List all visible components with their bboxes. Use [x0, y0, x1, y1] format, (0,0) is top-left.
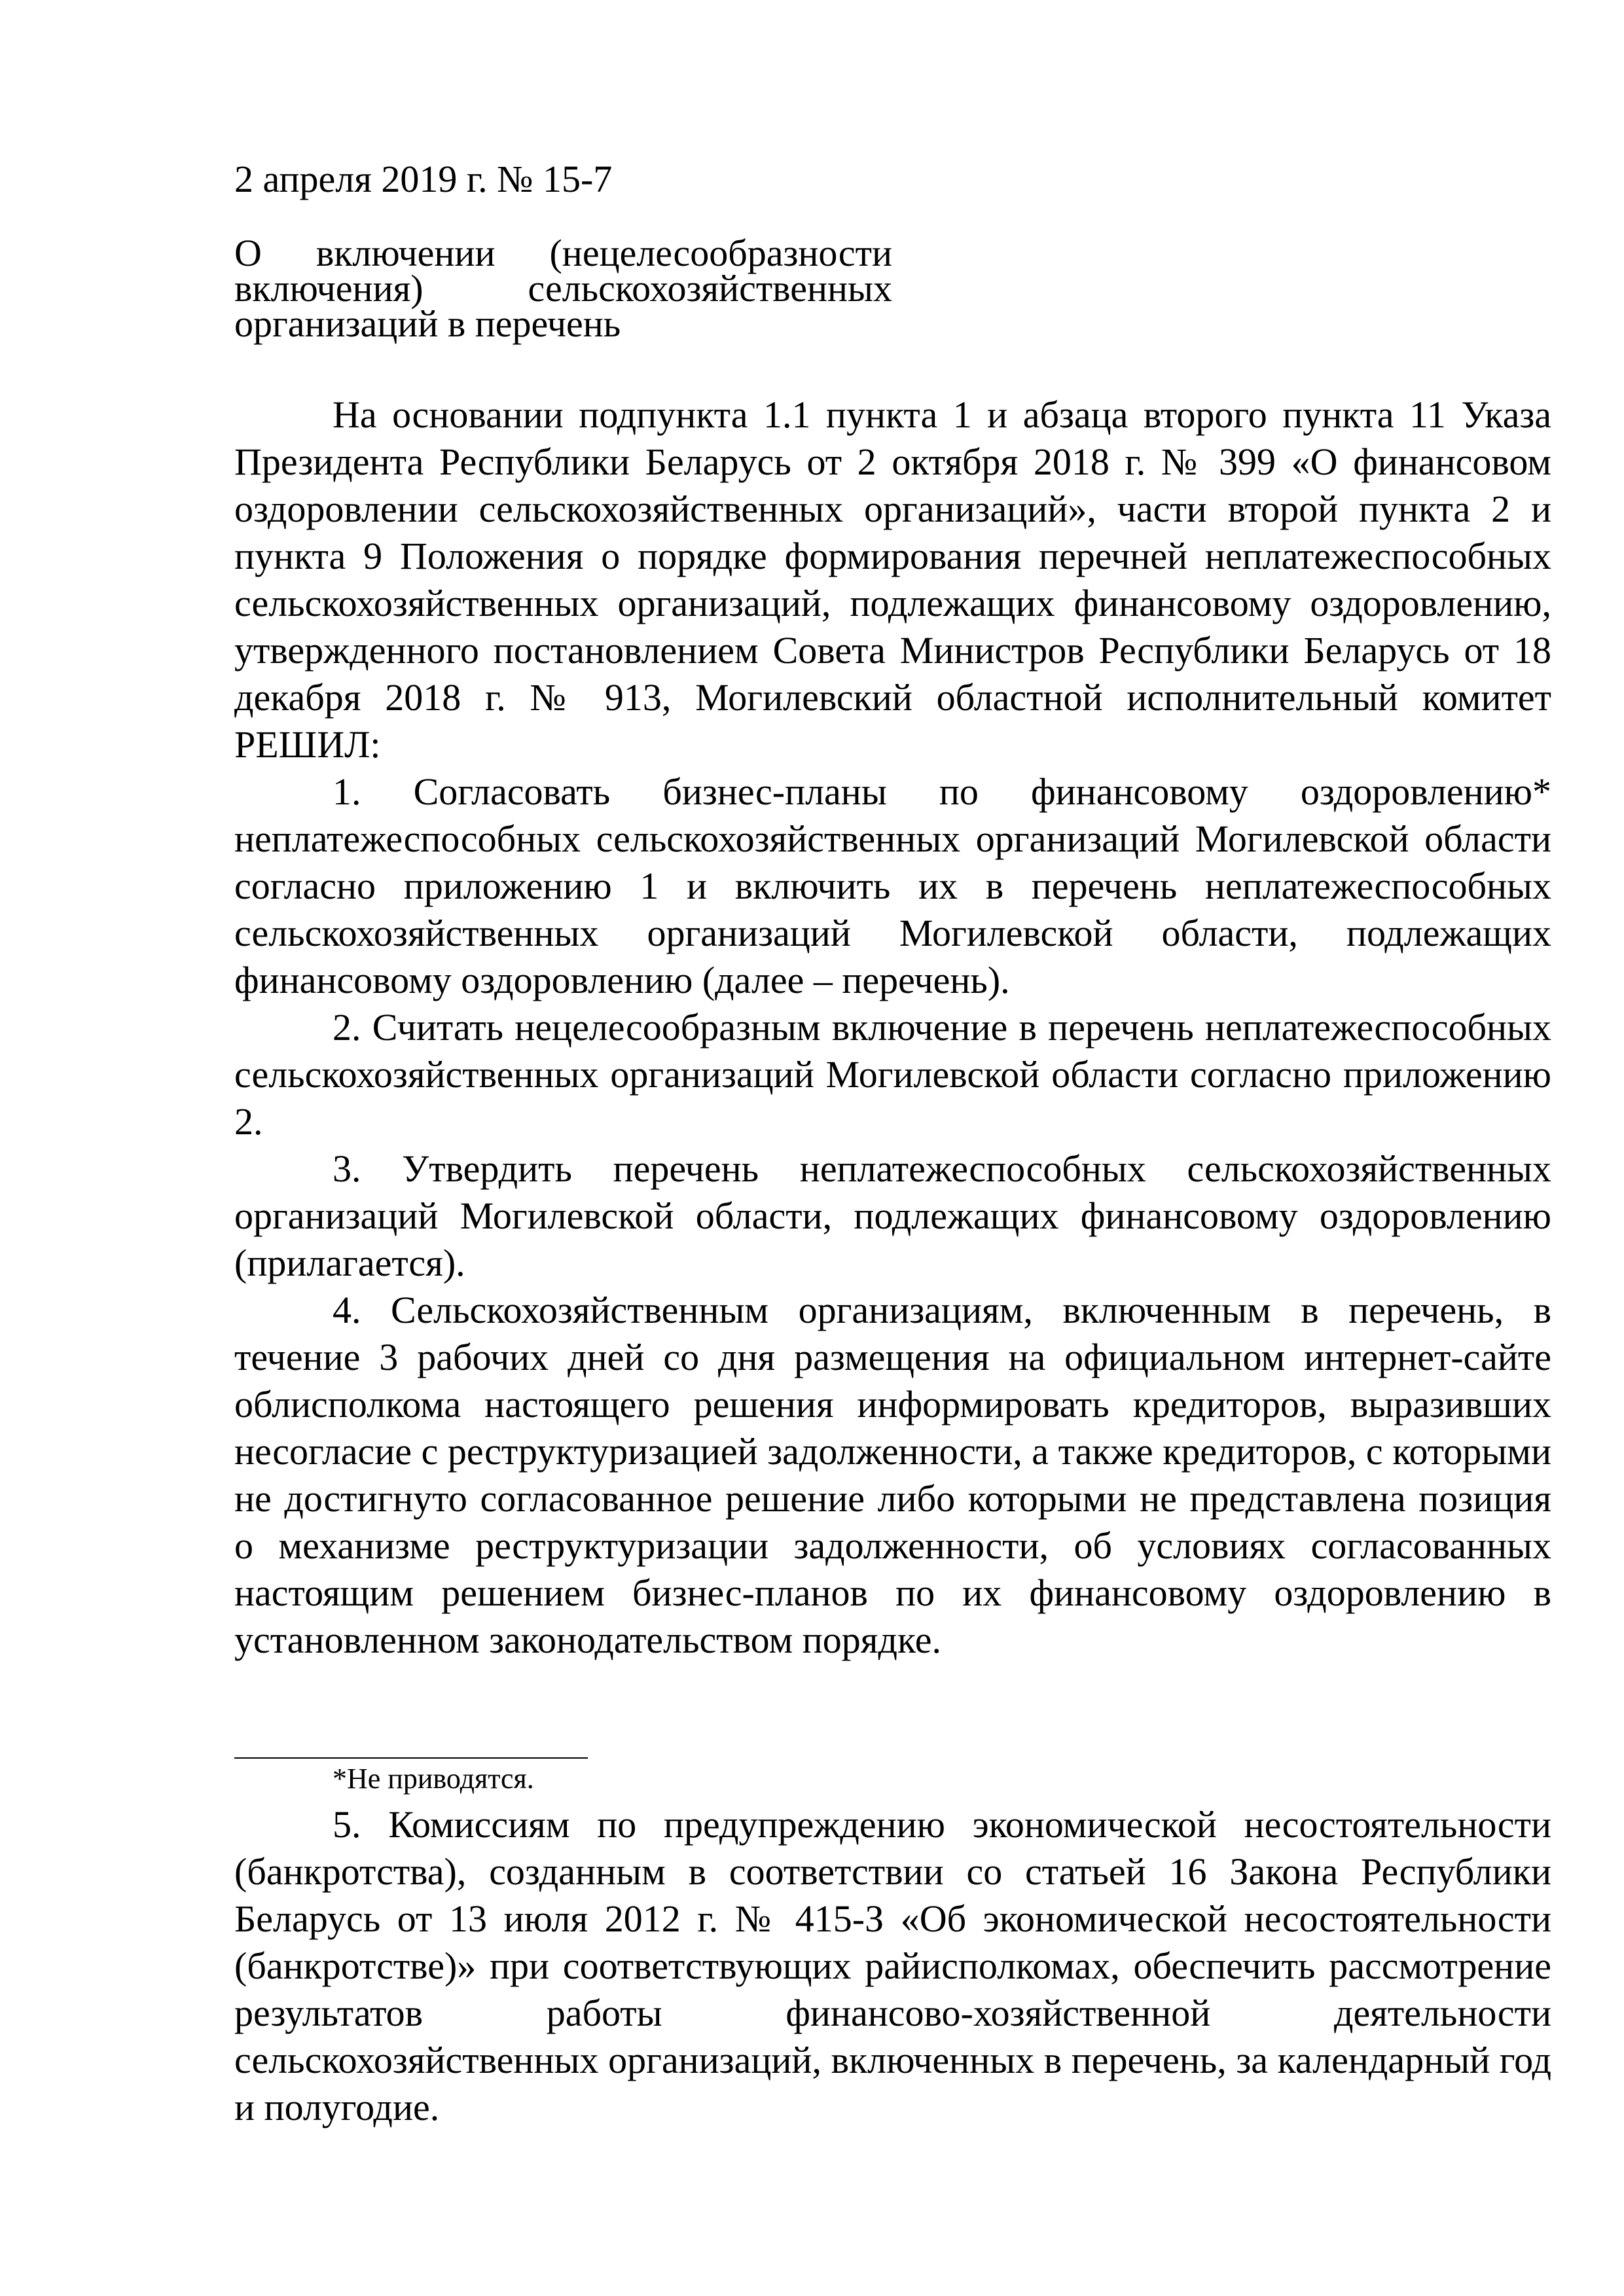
footnote-separator	[234, 1757, 588, 1759]
decision-title: О включении (нецелесообразности включения) сельскохозяйственных организаций в перечень	[234, 232, 892, 345]
item-2: 2. Считать нецелесообразным включение в перечень неплатежеспособных сельскохозяйственных организаций Могилевской области согласно приложению 2.	[234, 1006, 1551, 1143]
decision-date-number: 2 апреля 2019 г. № 15-7	[234, 158, 613, 200]
decision-body	[234, 391, 1551, 1664]
preamble-paragraph: На основании подпункта 1.1 пункта 1 и абзаца второго пункта 11 Указа Президента Республики Беларусь от 2 октября 2018 г. № 399 «О финансовом оздоровлении сельскохозяйственных организаций», части второй пункта 2 и пункта 9 Положения о порядке формирования перечней неплатежеспособных сельскохозяйственных организаций, подлежащих финансовому оздоровлению, утвержденного постановлением Совета Министров Республики Беларусь от 18 декабря 2018 г. № 913, Могилевский областной исполнительный комитет РЕШИЛ:	[234, 393, 1551, 766]
item-3: 3. Утвердить перечень неплатежеспособных сельскохозяйственных организаций Могилевской области, подлежащих финансовому оздоровлению (прилагается).	[234, 1147, 1551, 1284]
decision-body-continued	[234, 1801, 1551, 2131]
item-1: 1. Согласовать бизнес-планы по финансовому оздоровлению* неплатежеспособных сельскохозяйственных организаций Могилевской области согласно приложению 1 и включить их в перечень неплатежеспособных сельскохозяйственных организаций Могилевской области, подлежащих финансовому оздоровлению (далее – перечень).	[234, 770, 1551, 1001]
footnote: *Не приводятся.	[333, 1763, 534, 1795]
item-5: 5. Комиссиям по предупреждению экономической несостоятельности (банкротства), созданным в соответствии со статьей 16 Закона Республики Беларусь от 13 июля 2012 г. № 415-З «Об экономической несостоятельности (банкротстве)» при соответствующих райисполкомах, обеспечить рассмотрение результатов работы финансово-хозяйственной деятельности сельскохозяйственных организаций, включенных в перечень, за календарный год и полугодие.	[234, 1803, 1551, 2128]
item-4: 4. Сельскохозяйственным организациям, включенным в перечень, в течение 3 рабочих дней со дня размещения на официальном интернет-сайте облисполкома настоящего решения информировать кредиторов, выразивших несогласие с реструктуризацией задолженности, а также кредиторов, с которыми не достигнуто согласованное решение либо которыми не представлена позиция о механизме реструктуризации задолженности, об условиях согласованных настоящим решением бизнес-планов по их финансовому оздоровлению в установленном законодательством порядке.	[234, 1289, 1551, 1661]
